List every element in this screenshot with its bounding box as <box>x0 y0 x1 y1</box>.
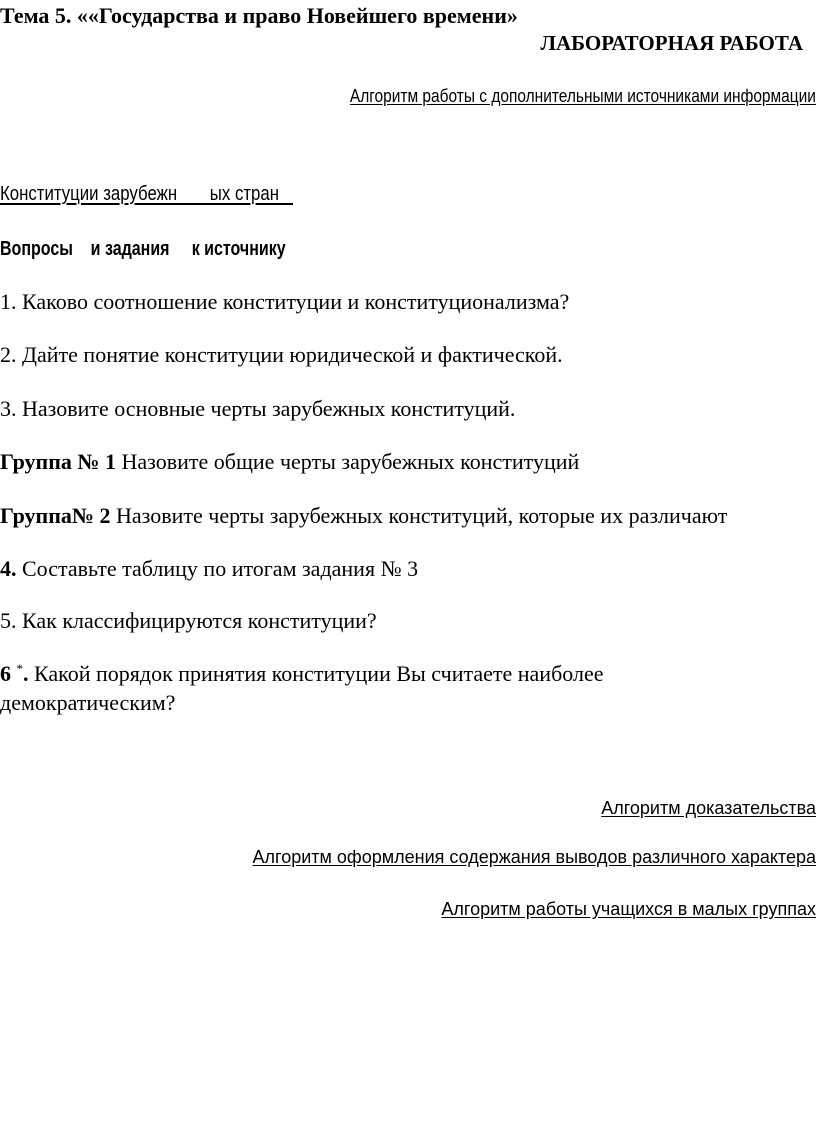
source-title: Конституции зарубежн ых стран <box>0 183 294 205</box>
lab-work-title: ЛАБОРАТОРНАЯ РАБОТА <box>540 31 803 55</box>
group-1-label: Группа № 1 <box>0 449 117 474</box>
group-2-task <box>0 502 727 530</box>
question-4 <box>0 555 418 583</box>
group-1-text: Назовите общие черты зарубежных конституций <box>116 449 580 474</box>
topic-title: Тема 5. ««Государства и право Новейшего времени» <box>0 3 518 28</box>
link-small-groups-algorithm[interactable]: Алгоритм работы учащихся в малых группах <box>441 899 816 919</box>
question-3: 3. Назовите основные черты зарубежных конституций. <box>0 396 516 421</box>
question-6-text: Какой порядок принятия конституции Вы считаете наиболее <box>28 661 604 686</box>
link-sources-algorithm[interactable]: Алгоритм работы с дополнительными источниками информации <box>349 86 816 106</box>
question-6-star: * <box>16 661 23 676</box>
question-6 <box>0 660 604 688</box>
question-6-label: 6 <box>0 661 17 686</box>
question-6-dot: . <box>23 661 29 686</box>
group-2-text: Назовите черты зарубежных конституций, которые их различают <box>110 503 728 528</box>
question-2: 2. Дайте понятие конституции юридической и фактической. <box>0 342 563 367</box>
link-conclusions-algorithm[interactable]: Алгоритм оформления содержания выводов различного характера <box>252 847 816 867</box>
question-6-continuation: демократическим? <box>0 690 176 715</box>
group-2-label: Группа№ 2 <box>0 503 111 528</box>
link-proof-algorithm[interactable]: Алгоритм доказательства <box>601 798 816 818</box>
group-1-task <box>0 448 579 476</box>
question-1: 1. Каково соотношение конституции и конституционализма? <box>0 289 570 314</box>
questions-heading: Вопросы и задания к источнику <box>0 238 286 260</box>
question-5: 5. Как классифицируются конституции? <box>0 608 377 633</box>
question-4-text: Составьте таблицу по итогам задания № 3 <box>16 556 419 581</box>
question-4-label: 4. <box>0 556 17 581</box>
